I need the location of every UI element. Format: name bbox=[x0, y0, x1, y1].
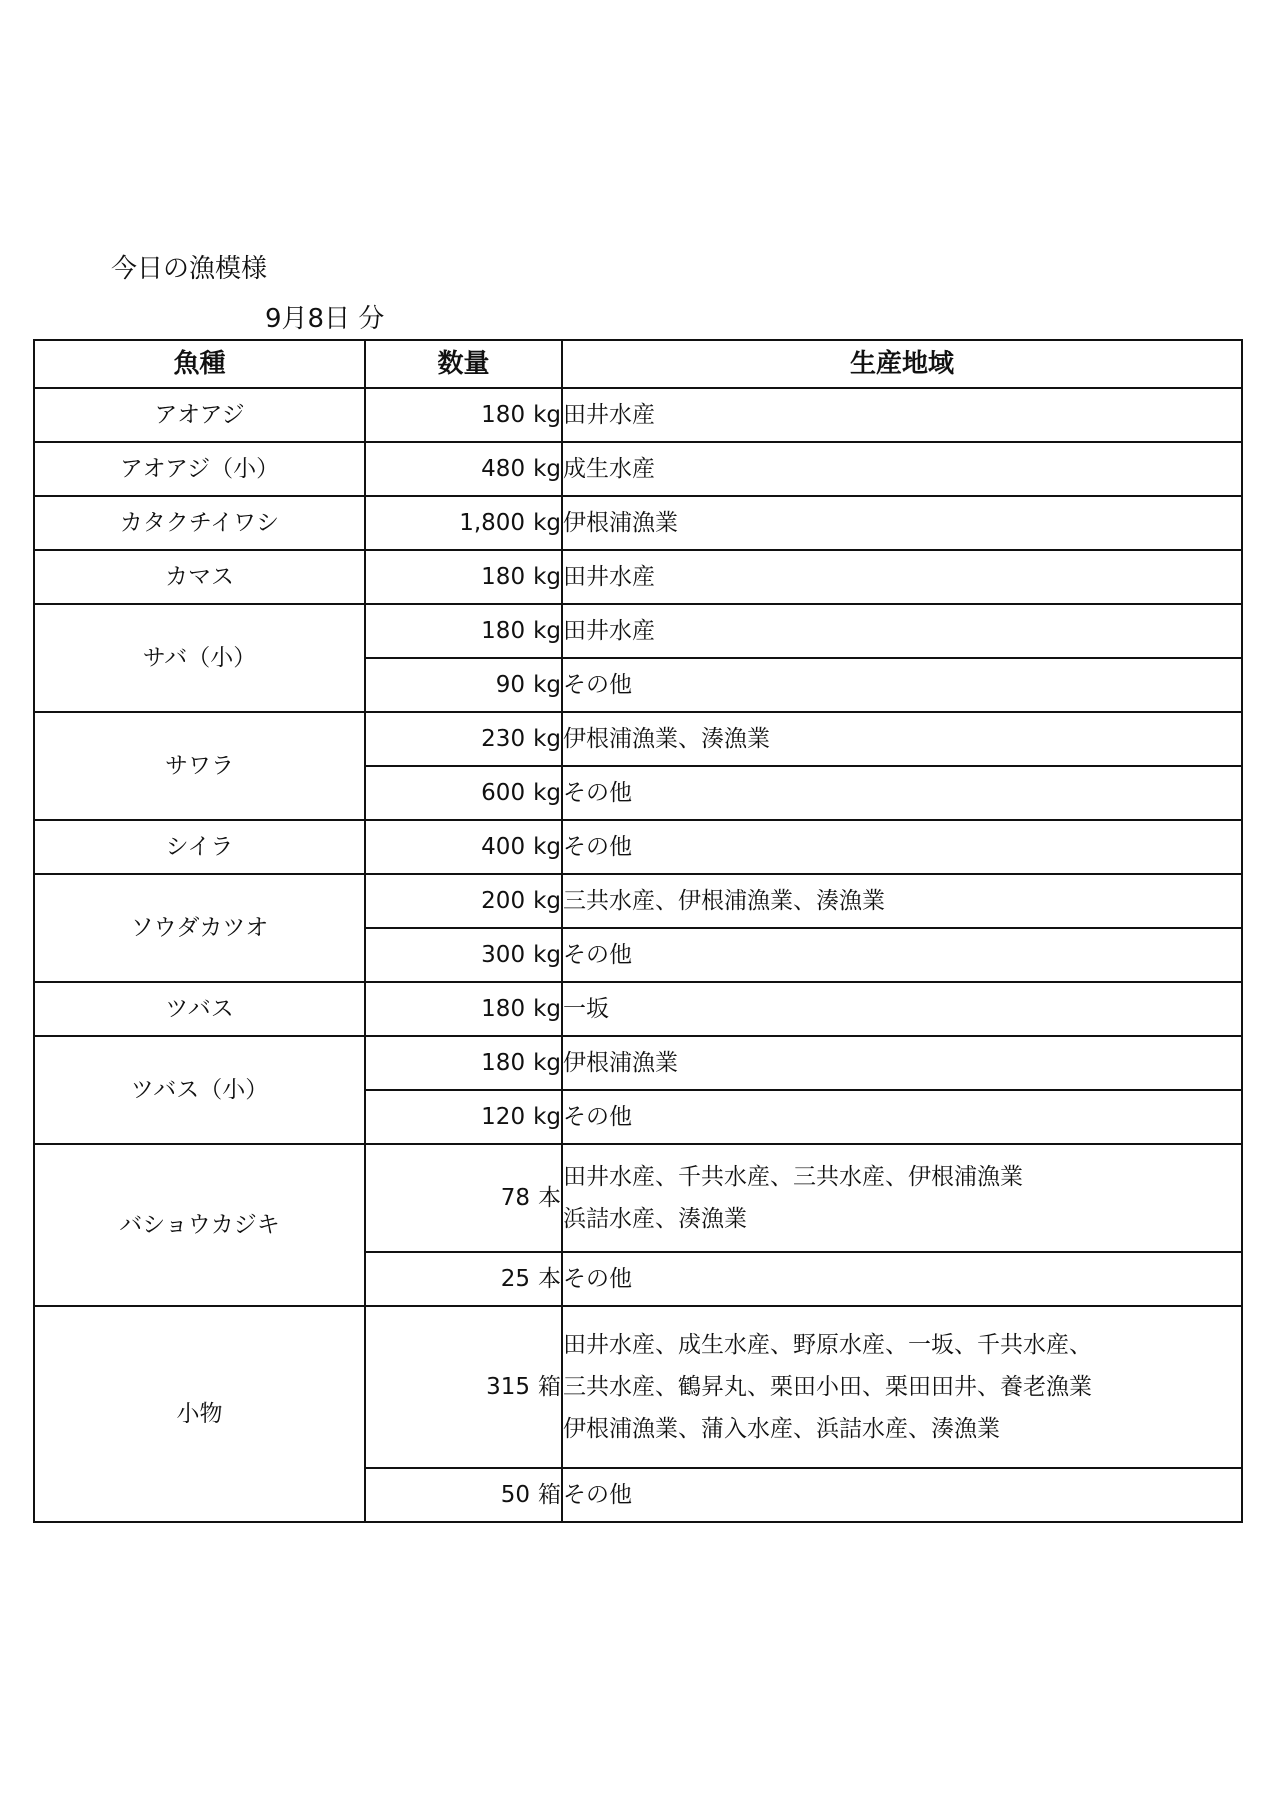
quantity-unit: 箱 bbox=[538, 1482, 561, 1508]
table-row bbox=[34, 550, 1242, 604]
quantity-cell bbox=[365, 442, 562, 496]
quantity-cell bbox=[365, 1468, 562, 1522]
report-date: 9月8日 分 bbox=[265, 304, 385, 334]
quantity-amount: 200 bbox=[481, 888, 526, 914]
table-row bbox=[34, 982, 1242, 1036]
region-cell bbox=[562, 874, 1242, 928]
table-row bbox=[34, 388, 1242, 442]
region-line: 伊根浦漁業、蒲入水産、浜詰水産、湊漁業 bbox=[563, 1416, 1000, 1442]
quantity-unit: kg bbox=[533, 996, 561, 1022]
quantity-amount: 180 bbox=[481, 996, 526, 1022]
region-line: 伊根浦漁業、湊漁業 bbox=[563, 726, 770, 752]
fish-name-cell: カタクチイワシ bbox=[34, 496, 365, 550]
quantity-unit: kg bbox=[533, 1050, 561, 1076]
catch-table bbox=[33, 339, 1243, 1523]
quantity-amount: 120 bbox=[481, 1104, 526, 1130]
quantity-unit: 本 bbox=[538, 1266, 561, 1292]
quantity-unit: kg bbox=[533, 510, 561, 536]
region-cell bbox=[562, 1036, 1242, 1090]
quantity-cell bbox=[365, 550, 562, 604]
quantity-amount: 1,800 bbox=[459, 510, 526, 536]
region-line: 浜詰水産、湊漁業 bbox=[563, 1206, 747, 1232]
quantity-amount: 180 bbox=[481, 618, 526, 644]
quantity-unit: 箱 bbox=[538, 1374, 561, 1400]
fish-name-cell: サワラ bbox=[34, 712, 365, 820]
region-cell bbox=[562, 1252, 1242, 1306]
region-cell bbox=[562, 1306, 1242, 1468]
quantity-cell bbox=[365, 928, 562, 982]
region-cell bbox=[562, 496, 1242, 550]
quantity-amount: 25 bbox=[500, 1266, 530, 1292]
region-line: その他 bbox=[563, 1104, 632, 1130]
quantity-amount: 230 bbox=[481, 726, 526, 752]
quantity-cell bbox=[365, 1252, 562, 1306]
quantity-cell bbox=[365, 1144, 562, 1252]
region-cell bbox=[562, 658, 1242, 712]
region-line: その他 bbox=[563, 672, 632, 698]
fish-name-cell: ツバス bbox=[34, 982, 365, 1036]
quantity-cell bbox=[365, 874, 562, 928]
region-line: 三共水産、鶴昇丸、栗田小田、栗田田井、養老漁業 bbox=[563, 1374, 1092, 1400]
quantity-amount: 400 bbox=[481, 834, 526, 860]
region-line: 田井水産、成生水産、野原水産、一坂、千共水産、 bbox=[563, 1332, 1092, 1358]
table-row bbox=[34, 874, 1242, 928]
quantity-unit: kg bbox=[533, 726, 561, 752]
quantity-cell bbox=[365, 820, 562, 874]
quantity-amount: 480 bbox=[481, 456, 526, 482]
quantity-unit: kg bbox=[533, 618, 561, 644]
region-line: 田井水産 bbox=[563, 402, 655, 428]
region-line: その他 bbox=[563, 1266, 632, 1292]
region-cell bbox=[562, 550, 1242, 604]
region-line: 成生水産 bbox=[563, 456, 655, 482]
quantity-amount: 90 bbox=[495, 672, 526, 698]
region-line: 田井水産、千共水産、三共水産、伊根浦漁業 bbox=[563, 1164, 1023, 1190]
quantity-amount: 600 bbox=[481, 780, 526, 806]
region-line: 一坂 bbox=[563, 996, 609, 1022]
quantity-unit: kg bbox=[533, 456, 561, 482]
quantity-amount: 300 bbox=[481, 942, 526, 968]
quantity-cell bbox=[365, 982, 562, 1036]
region-cell bbox=[562, 604, 1242, 658]
quantity-unit: kg bbox=[533, 834, 561, 860]
table-row bbox=[34, 604, 1242, 658]
fish-name-cell: バショウカジキ bbox=[34, 1144, 365, 1306]
region-cell bbox=[562, 1090, 1242, 1144]
quantity-cell bbox=[365, 712, 562, 766]
header-region: 生産地域 bbox=[562, 340, 1242, 388]
quantity-cell bbox=[365, 496, 562, 550]
quantity-amount: 180 bbox=[481, 1050, 526, 1076]
quantity-unit: kg bbox=[533, 1104, 561, 1130]
quantity-cell bbox=[365, 658, 562, 712]
quantity-amount: 78 bbox=[500, 1185, 530, 1211]
fish-name-cell: ツバス（小） bbox=[34, 1036, 365, 1144]
quantity-amount: 180 bbox=[481, 402, 526, 428]
region-cell bbox=[562, 1468, 1242, 1522]
table-row bbox=[34, 442, 1242, 496]
table-body bbox=[34, 388, 1242, 1522]
region-line: その他 bbox=[563, 834, 632, 860]
table-row bbox=[34, 1036, 1242, 1090]
region-line: その他 bbox=[563, 1482, 632, 1508]
region-line: 三共水産、伊根浦漁業、湊漁業 bbox=[563, 888, 885, 914]
quantity-amount: 50 bbox=[500, 1482, 530, 1508]
quantity-unit: kg bbox=[533, 402, 561, 428]
quantity-cell bbox=[365, 766, 562, 820]
fish-name-cell: 小物 bbox=[34, 1306, 365, 1522]
quantity-cell bbox=[365, 388, 562, 442]
region-line: その他 bbox=[563, 780, 632, 806]
quantity-amount: 315 bbox=[486, 1374, 530, 1400]
region-cell bbox=[562, 982, 1242, 1036]
region-line: 伊根浦漁業 bbox=[563, 1050, 678, 1076]
quantity-unit: 本 bbox=[538, 1185, 561, 1211]
fish-name-cell: シイラ bbox=[34, 820, 365, 874]
region-cell bbox=[562, 820, 1242, 874]
table-row bbox=[34, 1306, 1242, 1468]
quantity-unit: kg bbox=[533, 564, 561, 590]
fish-name-cell: ソウダカツオ bbox=[34, 874, 365, 982]
page-title: 今日の漁模様 bbox=[111, 254, 268, 284]
region-cell bbox=[562, 766, 1242, 820]
quantity-cell bbox=[365, 1306, 562, 1468]
table-row bbox=[34, 496, 1242, 550]
table-row bbox=[34, 820, 1242, 874]
header-fish: 魚種 bbox=[34, 340, 365, 388]
table-row bbox=[34, 1144, 1242, 1252]
table-row bbox=[34, 712, 1242, 766]
quantity-cell bbox=[365, 1036, 562, 1090]
table-header-row bbox=[34, 340, 1242, 388]
header-quantity: 数量 bbox=[365, 340, 562, 388]
quantity-unit: kg bbox=[533, 780, 561, 806]
fish-name-cell: サバ（小） bbox=[34, 604, 365, 712]
quantity-amount: 180 bbox=[481, 564, 526, 590]
region-line: 田井水産 bbox=[563, 618, 655, 644]
region-line: 田井水産 bbox=[563, 564, 655, 590]
region-cell bbox=[562, 388, 1242, 442]
region-line: 伊根浦漁業 bbox=[563, 510, 678, 536]
region-cell bbox=[562, 1144, 1242, 1252]
fish-name-cell: アオアジ bbox=[34, 388, 365, 442]
quantity-unit: kg bbox=[533, 888, 561, 914]
region-cell bbox=[562, 442, 1242, 496]
region-line: その他 bbox=[563, 942, 632, 968]
quantity-unit: kg bbox=[533, 942, 561, 968]
region-cell bbox=[562, 712, 1242, 766]
quantity-unit: kg bbox=[533, 672, 561, 698]
fish-name-cell: カマス bbox=[34, 550, 365, 604]
region-cell bbox=[562, 928, 1242, 982]
quantity-cell bbox=[365, 1090, 562, 1144]
quantity-cell bbox=[365, 604, 562, 658]
fish-name-cell: アオアジ（小） bbox=[34, 442, 365, 496]
